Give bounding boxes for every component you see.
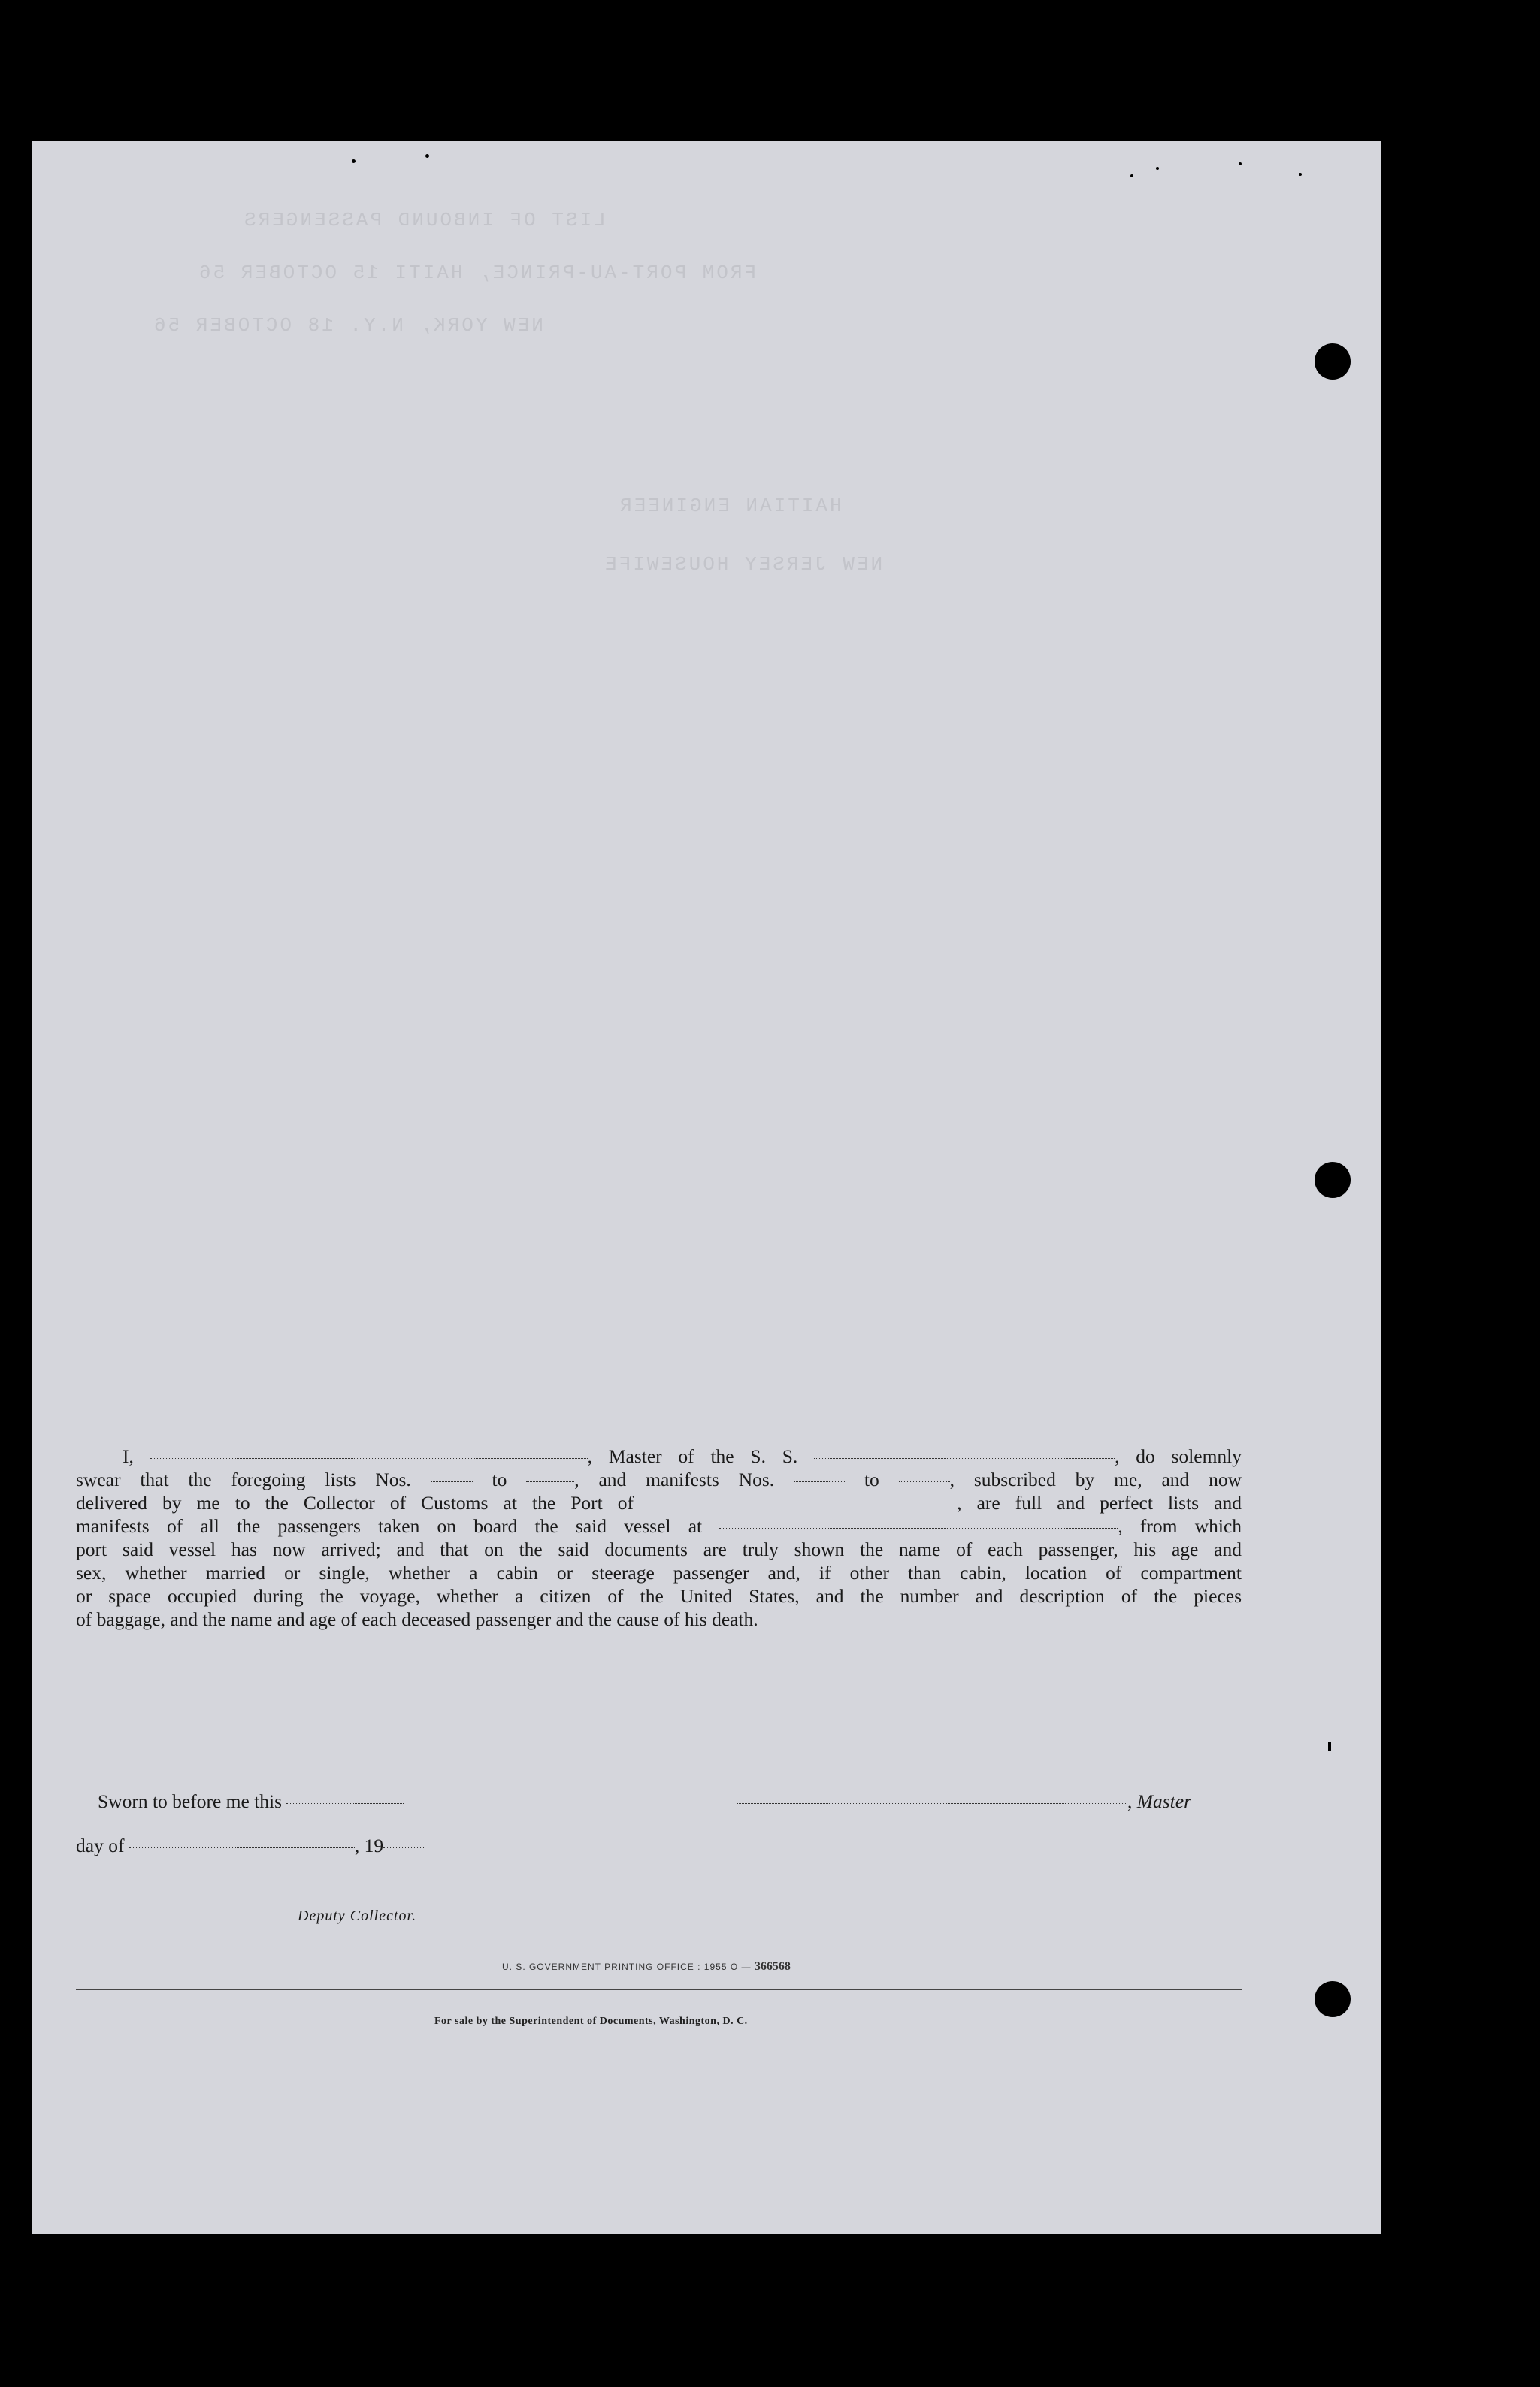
gpo-label: U. S. GOVERNMENT PRINTING OFFICE : 1955 O —	[502, 1962, 752, 1972]
sworn-statement	[98, 1790, 404, 1813]
departure-port-blank	[719, 1528, 1118, 1529]
oath-line-2: swear that the foregoing lists Nos. to , and manifests Nos. to , subscribed by me, and now	[76, 1469, 1242, 1490]
year-prefix: , 19	[354, 1835, 384, 1856]
bleed-through-line-5: NEW JERSEY HOUSEWIFE	[603, 553, 883, 576]
oath-line-5: port said vessel has now arrived; and that on the said documents are truly shown the name of each passenger, his age and	[76, 1538, 1242, 1560]
manifest-to-blank	[899, 1481, 950, 1482]
speck	[352, 159, 356, 163]
speck	[1130, 174, 1133, 177]
speck	[1239, 162, 1242, 165]
deputy-collector-label: Deputy Collector.	[298, 1907, 417, 1924]
punch-hole-middle	[1315, 1162, 1351, 1198]
bleed-through-line-3: NEW YORK, N.Y. 18 OCTOBER 56	[152, 314, 543, 337]
day-of-label: day of	[76, 1835, 125, 1856]
day-of-line	[76, 1835, 425, 1857]
punch-hole-bottom	[1315, 1981, 1351, 2017]
gpo-imprint	[502, 1960, 791, 1974]
master-signature: , Master	[737, 1790, 1191, 1813]
ink-mark	[1328, 1742, 1331, 1751]
speck	[425, 154, 429, 158]
footer-rule	[76, 1989, 1242, 1990]
list-from-blank	[431, 1481, 473, 1482]
oath-line-6: sex, whether married or single, whether a cabin or steerage passenger and, if other than cabin, location of compartment	[76, 1562, 1242, 1584]
master-oath-paragraph	[76, 1445, 1242, 1631]
sworn-label: Sworn to before me this	[98, 1790, 283, 1812]
speck	[1156, 167, 1159, 170]
sworn-date-blank	[286, 1803, 404, 1804]
oath-line-4: manifests of all the passengers taken on board the said vessel at , from which	[76, 1515, 1242, 1537]
master-name-blank	[150, 1458, 588, 1459]
oath-line-1: I, , Master of the S. S. , do solemnly	[123, 1445, 1242, 1467]
document-page	[32, 141, 1381, 2234]
bleed-through-line-2: FROM PORT-AU-PRINCE, HAITI 15 OCTOBER 56	[197, 262, 757, 284]
oath-line-3: delivered by me to the Collector of Customs at the Port of , are full and perfect lists and	[76, 1492, 1242, 1514]
gpo-number: 366568	[754, 1960, 791, 1973]
speck	[1299, 173, 1302, 176]
list-to-blank	[526, 1481, 574, 1482]
bleed-through-line-4: HAITIAN ENGINEER	[618, 495, 842, 517]
manifest-from-blank	[794, 1481, 845, 1482]
master-label: Master	[1136, 1790, 1191, 1812]
year-blank	[383, 1847, 425, 1848]
oath-line-8: of baggage, and the name and age of each deceased passenger and the cause of his death.	[76, 1608, 758, 1630]
oath-line-7: or space occupied during the voyage, whether a citizen of the United States, and the number and description of the pieces	[76, 1585, 1242, 1607]
bleed-through-line-1: LIST OF INBOUND PASSENGERS	[242, 209, 606, 231]
month-blank	[129, 1847, 355, 1848]
punch-hole-top	[1315, 343, 1351, 380]
sale-note: For sale by the Superintendent of Documents, Washington, D. C.	[434, 2016, 748, 2027]
ship-name-blank	[814, 1458, 1115, 1459]
edge-mark	[1490, 1897, 1493, 1995]
master-signature-blank	[737, 1803, 1127, 1804]
